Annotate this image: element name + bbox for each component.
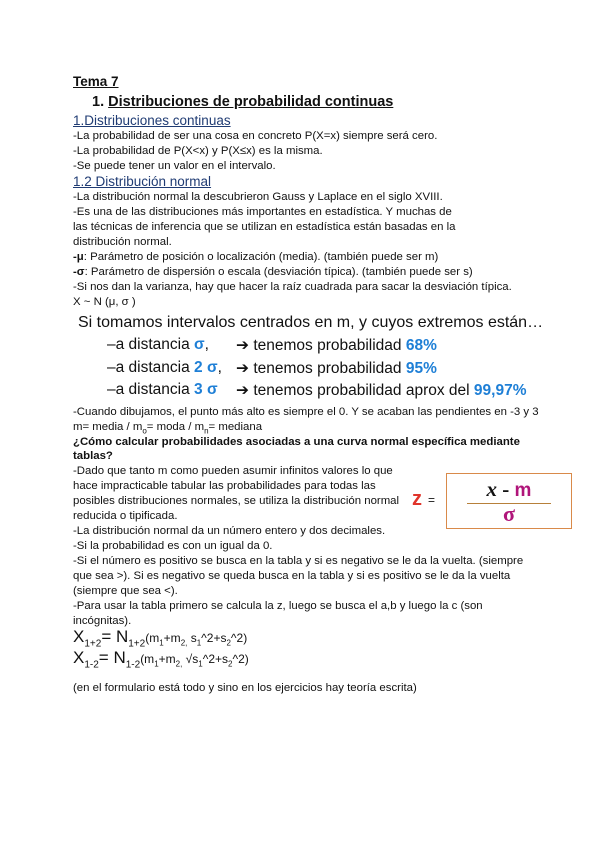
interval-k: σ bbox=[194, 336, 205, 353]
rule-line: -Si la probabilidad es con un igual da 0. bbox=[73, 540, 273, 552]
mode-label: = moda / m bbox=[146, 421, 205, 433]
formula-arg: ^2) bbox=[232, 652, 249, 666]
interval-text: tenemos probabilidad bbox=[253, 337, 406, 354]
formula-arg-sub: 1 bbox=[196, 638, 202, 648]
z-symbol: z bbox=[412, 488, 422, 510]
rule-line: -La distribución normal da un número entero y dos decimales. bbox=[73, 525, 386, 537]
document-title: Tema 7 bbox=[73, 74, 119, 89]
interval-prefix: –a distancia bbox=[107, 359, 195, 376]
sigma-text: : Parámetro de dispersión o escala (desviación típica). (también puede ser s) bbox=[84, 266, 473, 278]
question-line: ¿Cómo calcular probabilidades asociadas a una curva normal específica mediante bbox=[73, 436, 520, 448]
formula-numerator bbox=[447, 477, 571, 502]
minus-sign: - bbox=[497, 477, 515, 501]
question-line: tablas? bbox=[73, 450, 113, 462]
z-score-formula bbox=[446, 473, 572, 529]
footer-note: (en el formulario está todo y sino en los ejercicios hay teoría escrita) bbox=[73, 682, 417, 694]
interval-k: 3 σ bbox=[194, 381, 218, 398]
formula-lhs-sub: 1-2 bbox=[84, 659, 99, 671]
formula-arg: +m bbox=[163, 631, 181, 645]
formula-arg-sub: 2, bbox=[180, 638, 188, 648]
median-label: = mediana bbox=[208, 421, 263, 433]
normal-notation: X ~ N (μ, σ ) bbox=[73, 296, 136, 308]
paragraph-line: reducida o tipificada. bbox=[73, 510, 178, 522]
section-1-line: -La probabilidad de P(X<x) y P(X≤x) es la misma. bbox=[73, 145, 323, 157]
formula-arg: ^2) bbox=[230, 631, 248, 645]
heading-text: Distribuciones de probabilidad continuas bbox=[108, 94, 394, 110]
mean-label: m= media / m bbox=[73, 421, 143, 433]
intervals-intro: Si tomamos intervalos centrados en m, y cuyos extremos están… bbox=[78, 314, 544, 331]
interval-suffix: , bbox=[217, 359, 222, 376]
arrow-icon: ➔ bbox=[236, 337, 249, 354]
rule-line: (siempre que sea <). bbox=[73, 585, 178, 597]
section-2-line: -La distribución normal la descubrieron Gauss y Laplace en el siglo XVIII. bbox=[73, 191, 443, 203]
formula-lhs-sub: 1+2 bbox=[84, 638, 102, 650]
paragraph-line: posibles distribuciones normales, se utiliza la distribución normal bbox=[73, 495, 400, 507]
formula-lhs: X bbox=[73, 627, 85, 646]
formula-arg: ^2+s bbox=[202, 652, 229, 666]
interval-prefix: –a distancia bbox=[107, 336, 195, 353]
interval-prefix: –a distancia bbox=[107, 381, 195, 398]
paragraph-line: hace impracticable tabular las probabilidades para todas las bbox=[73, 480, 376, 492]
arrow-icon: ➔ bbox=[236, 382, 249, 399]
mu-definition bbox=[73, 250, 438, 265]
formula-arg: (m bbox=[145, 631, 160, 645]
sigma-symbol: -σ bbox=[73, 266, 85, 278]
m-symbol: m bbox=[514, 480, 532, 501]
rule-line: -Si el número es positivo se busca en la tabla y si es negativo se le da la vuelta. (siempre bbox=[73, 555, 524, 567]
interval-row bbox=[107, 336, 209, 354]
section-2-line: distribución normal. bbox=[73, 236, 172, 248]
interval-result bbox=[236, 359, 437, 378]
section-2-line: las técnicas de inferencia que se utilizan en estadística están basadas en la bbox=[73, 221, 456, 233]
interval-text: tenemos probabilidad bbox=[253, 360, 406, 377]
formula-arg: √s bbox=[182, 652, 199, 666]
variance-line: -Si nos dan la varianza, hay que hacer la raíz cuadrada para sacar la desviación típica. bbox=[73, 281, 512, 293]
mu-symbol: -μ bbox=[73, 251, 84, 263]
difference-formula bbox=[73, 648, 249, 670]
paragraph-line: -Dado que tanto m como pueden asumir infinitos valores lo que bbox=[73, 465, 393, 477]
formula-arg-sub: 1 bbox=[198, 659, 203, 669]
formula-mid: = N bbox=[98, 648, 126, 667]
section-1-line: -Se puede tener un valor en el intervalo. bbox=[73, 160, 276, 172]
formula-arg-sub: 2 bbox=[228, 659, 233, 669]
interval-text: tenemos probabilidad aprox del bbox=[253, 382, 474, 399]
formula-mid-sub: 1+2 bbox=[128, 638, 146, 650]
interval-pct: 95% bbox=[405, 360, 437, 377]
formula-mid: = N bbox=[101, 627, 129, 646]
formula-lhs: X bbox=[73, 648, 85, 667]
arrow-icon: ➔ bbox=[236, 360, 249, 377]
interval-result bbox=[236, 381, 526, 400]
formula-arg-sub: 1 bbox=[154, 659, 159, 669]
heading-number: 1. bbox=[92, 94, 105, 110]
rule-line: -Para usar la tabla primero se calcula la z, luego se busca el a,b y luego la c (son bbox=[73, 600, 483, 612]
formula-arg-sub: 2 bbox=[226, 638, 231, 648]
formula-arg: +m bbox=[158, 652, 176, 666]
mode-subscript: o bbox=[142, 426, 147, 436]
section-1-title: 1.Distribuciones continuas bbox=[73, 113, 231, 128]
formula-arg: ^2+s bbox=[201, 631, 227, 645]
section-2-title: 1.2 Distribución normal bbox=[73, 174, 212, 189]
formula-arg: (m bbox=[140, 652, 155, 666]
interval-pct: 68% bbox=[405, 337, 437, 354]
formula-denominator: σ bbox=[503, 501, 515, 526]
rule-line: que sea >). Si es negativo se queda busca en la tabla y si es positivo se le da la vuelta bbox=[73, 570, 511, 582]
formula-arg-sub: 2, bbox=[175, 659, 183, 669]
median-subscript: n bbox=[204, 426, 209, 436]
rule-line: incógnitas). bbox=[73, 615, 132, 627]
interval-row bbox=[107, 381, 218, 399]
interval-row bbox=[107, 359, 222, 377]
x-symbol: x bbox=[486, 477, 498, 501]
main-heading bbox=[92, 94, 393, 110]
peak-line: -Cuando dibujamos, el punto más alto es siempre el 0. Y se acaban las pendientes en -3 y 3 bbox=[73, 406, 539, 418]
formula-arg-sub: 1 bbox=[159, 638, 164, 648]
interval-suffix: , bbox=[204, 336, 209, 353]
interval-pct: 99,97% bbox=[473, 382, 527, 399]
interval-k: 2 σ bbox=[194, 359, 218, 376]
sigma-definition bbox=[73, 265, 473, 280]
formula-mid-sub: 1-2 bbox=[125, 659, 141, 671]
section-2-line: -Es una de las distribuciones más importantes en estadística. Y muchas de bbox=[73, 206, 452, 218]
z-equals: = bbox=[428, 493, 436, 507]
sum-formula bbox=[73, 627, 247, 649]
section-1-line: -La probabilidad de ser una cosa en concreto P(X=x) siempre será cero. bbox=[73, 130, 438, 142]
interval-result bbox=[236, 336, 437, 355]
formula-arg: s bbox=[187, 631, 197, 645]
mu-text: : Parámetro de posición o localización (media). (también puede ser m) bbox=[83, 251, 439, 263]
